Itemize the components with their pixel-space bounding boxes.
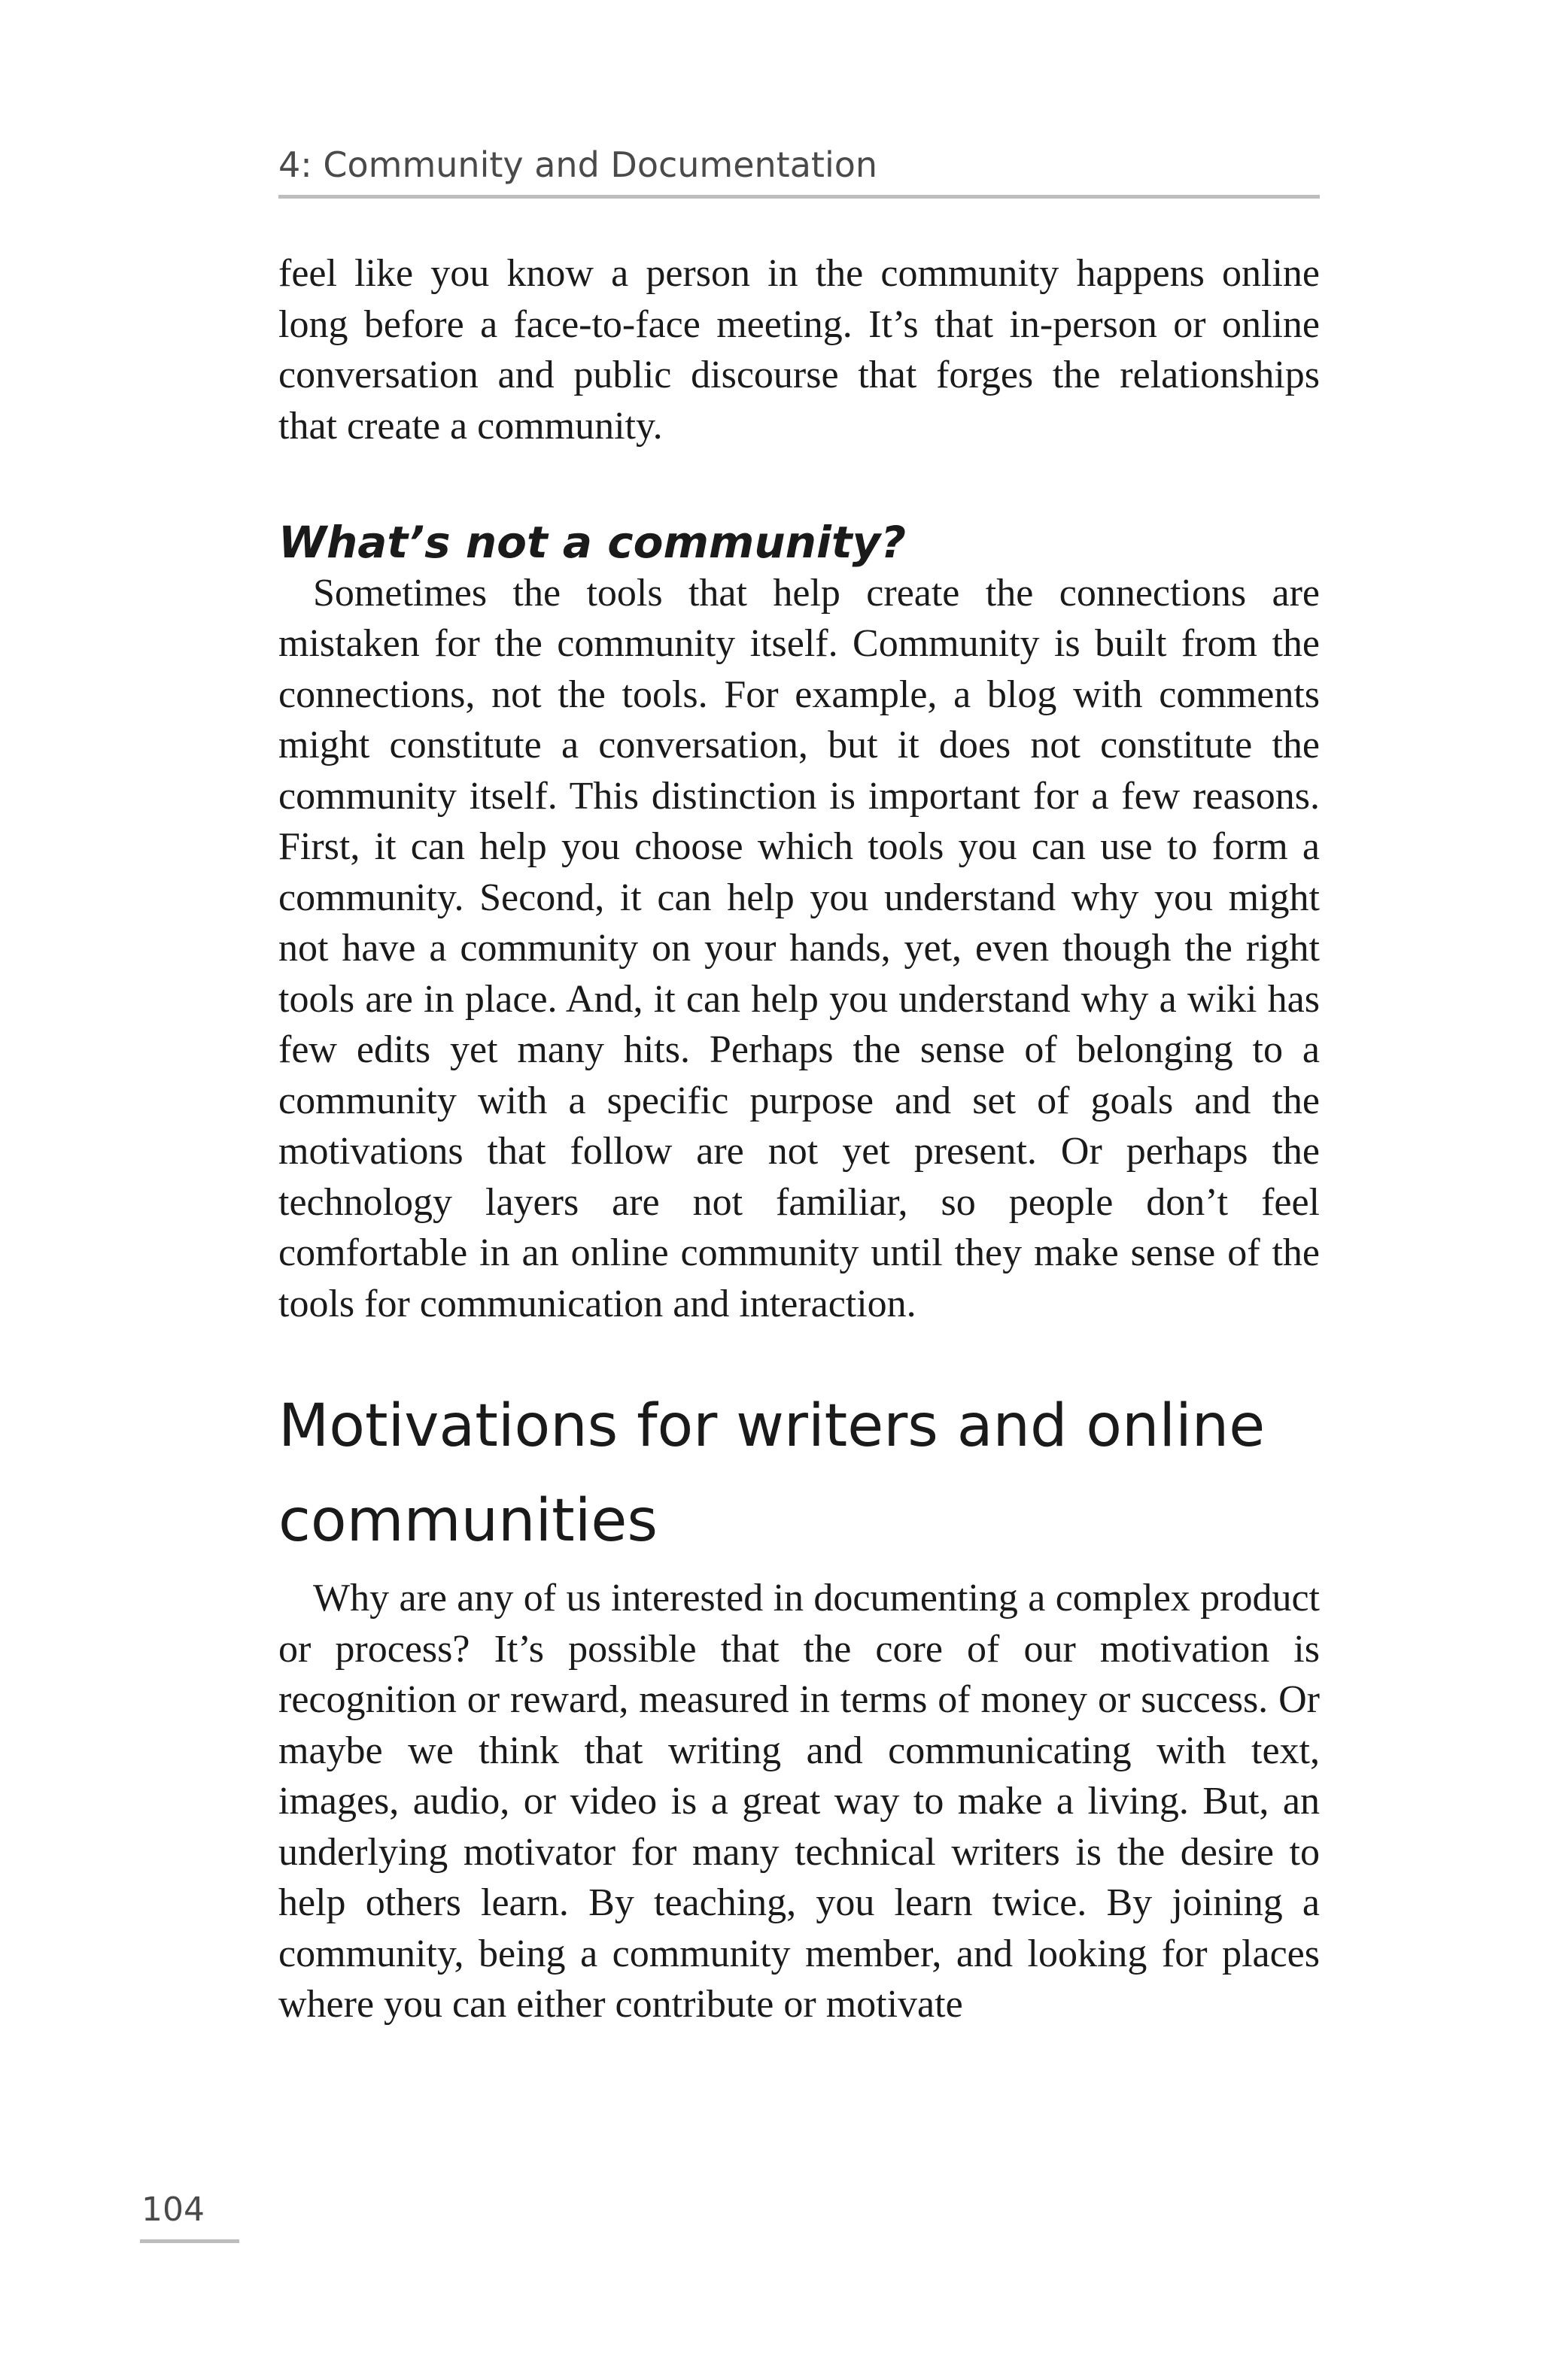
running-head-title: 4: Community and Documentation (278, 144, 878, 185)
running-head (278, 134, 1320, 199)
body-paragraph-motivations: Why are any of us interested in documenting a complex product or process? It’s possible that the core of our motivation is recognition or reward, measured in terms of money or success. Or maybe we think that writing and communicating with text, images, audio, or video is a great way to make a living. But, an underlying motivator for many technical writers is the desire to help others learn. By teaching, you learn twice. By joining a community, being a community member, and looking for places where you can either contribute or motivate (278, 1577, 1320, 2026)
body-paragraph-continued: feel like you know a person in the community happens online long before a face-to-face meeting. It’s that in-person or online conversation and public discourse that forges the relationships that create a community. (278, 252, 1320, 448)
page-number-footer (140, 2186, 239, 2243)
page-body (278, 248, 1320, 2030)
page-number: 104 (141, 2190, 205, 2229)
section-heading-motivations: Motivations for writers and online communities (278, 1392, 1266, 1556)
subheading-whats-not-a-community: What’s not a community? (278, 517, 907, 568)
body-paragraph-tools-vs-community: Sometimes the tools that help create the connections are mistaken for the community itself. Community is built from the connections, not the tools. For example, a blog with comments might constitute a conversation, but it does not constitute the community itself. This distinction is important for a few reasons. First, it can help you choose which tools you can use to form a community. Second, it can help you understand why you might not have a community on your hands, yet, even though the right tools are in place. And, it can help you understand why a wiki has few edits yet many hits. Perhaps the sense of belonging to a community with a specific purpose and set of goals and the motivations that follow are not yet present. Or perhaps the technology layers are not familiar, so people don’t feel comfortable in an online community until they make sense of the tools for communication and interaction. (278, 571, 1320, 1325)
